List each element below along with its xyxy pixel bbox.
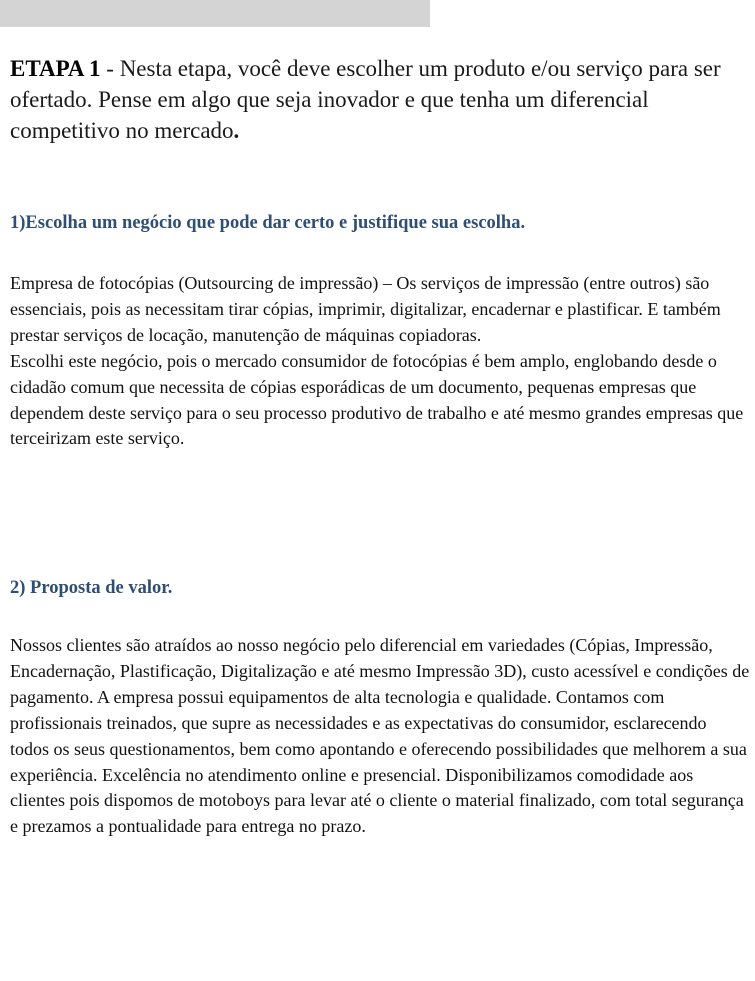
intro-period: . [233, 118, 240, 143]
intro-text: - Nesta etapa, você deve escolher um produto e/ou serviço para ser ofertado. Pense em algo que seja inovador e que tenha um diferencial competitivo no mercado [10, 56, 721, 143]
section2-body: Nossos clientes são atraídos ao nosso negócio pelo diferencial em variedades (Cópias, Impressão, Encadernação, Plastificação, Digitalização e até mesmo Impressão 3D), custo acessível e condições de pagamento. A empresa possui equipamentos de alta tecnologia e qualidade. Contamos com profissionais treinados, que supre as necessidades e as expectativas do consumidor, esclarecendo todos os seus questionamentos, bem como apontando e oferecendo possibilidades que melhorem a sua experiência. Excelência no atendimento online e presencial. Disponibilizamos comodidade aos clientes pois dispomos de motoboys para levar até o cliente o material finalizado, com total segurança e prezamos a pontualidade para entrega no prazo. [10, 635, 750, 837]
section1-heading: 1)Escolha um negócio que pode dar certo e justifique sua escolha. [10, 213, 526, 233]
section2-heading: 2) Proposta de valor. [10, 578, 173, 598]
etapa-label: ETAPA 1 [10, 56, 101, 81]
intro-paragraph [10, 53, 750, 146]
header-bar [0, 0, 430, 27]
section1-body: Empresa de fotocópias (Outsourcing de impressão) – Os serviços de impressão (entre outros) são essenciais, pois as necessitam tirar cópias, imprimir, digitalizar, encadernar e plastificar. E também prestar serviços de locação, manutenção de máquinas copiadoras. Escolhi este negócio, pois o mercado consumidor de fotocópias é bem amplo, englobando desde o cidadão comum que necessita de cópias esporádicas de um documento, pequenas empresas que dependem deste serviço para o seu processo produtivo de trabalho e até mesmo grandes empresas que terceirizam este serviço. [10, 273, 744, 449]
